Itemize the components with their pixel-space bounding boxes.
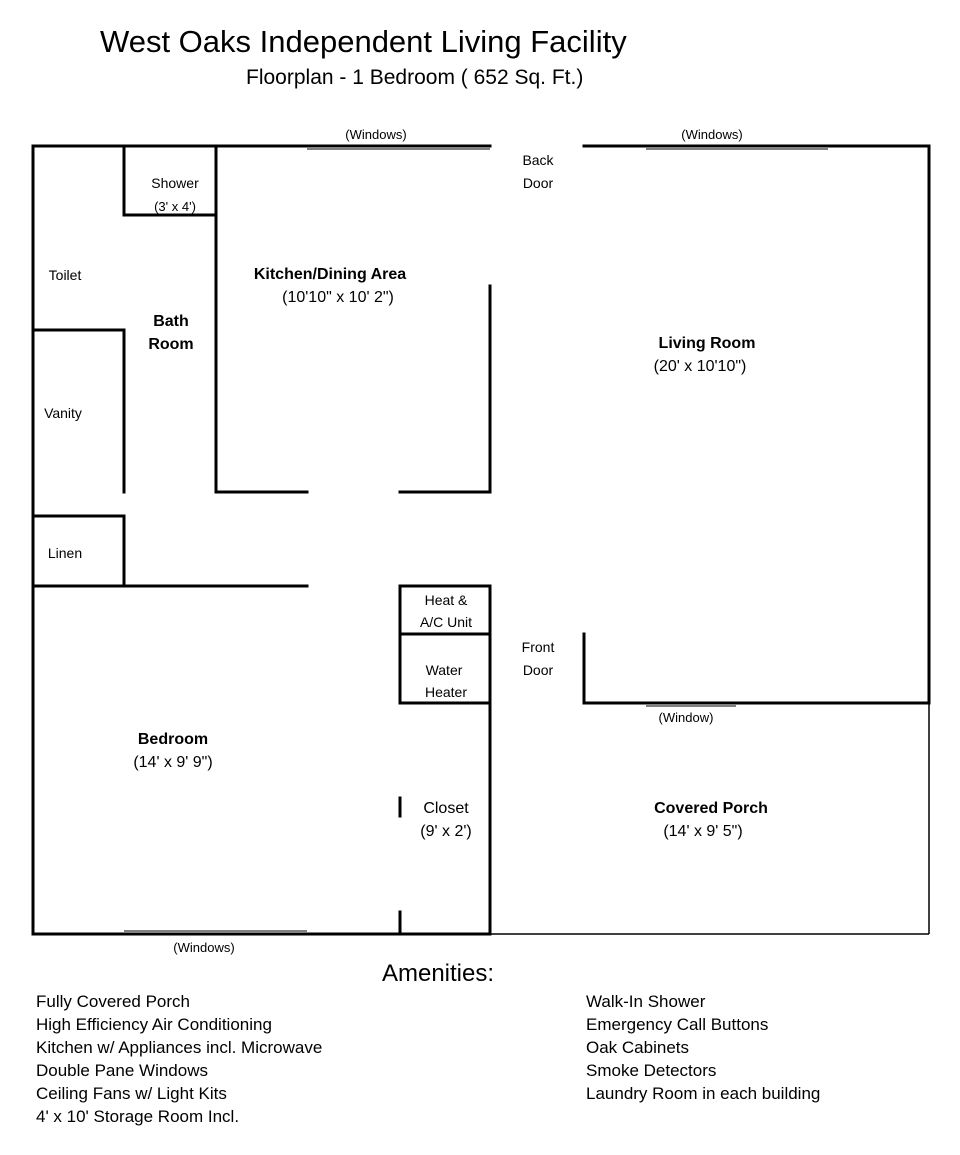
walls xyxy=(33,146,929,934)
back-door-label-line1: Back xyxy=(522,152,554,168)
heat-ac-label-line2: A/C Unit xyxy=(419,614,473,630)
page-title: West Oaks Independent Living Facility xyxy=(100,24,627,59)
closet-label: Closet xyxy=(423,800,469,817)
amenities-list-left xyxy=(36,990,322,1128)
bath-room-label-line1: Bath xyxy=(153,313,189,330)
amenities-list-right xyxy=(586,990,820,1105)
living-room-dims: (20' x 10'10") xyxy=(653,358,747,375)
water-heater-label-line1: Water xyxy=(425,662,463,678)
shower-dims: (3' x 4') xyxy=(154,199,196,214)
list-item: Walk-In Shower xyxy=(586,992,706,1011)
list-item: High Efficiency Air Conditioning xyxy=(36,1015,272,1034)
covered-porch-label: Covered Porch xyxy=(654,800,768,817)
list-item: Emergency Call Buttons xyxy=(586,1015,769,1034)
front-door-label-line2: Door xyxy=(522,662,554,678)
water-heater-label-line2: Heater xyxy=(424,684,468,700)
toilet-label: Toilet xyxy=(48,267,82,283)
bath-room-label-line2: Room xyxy=(148,336,194,353)
list-item: 4' x 10' Storage Room Incl. xyxy=(36,1107,240,1126)
list-item: Double Pane Windows xyxy=(36,1061,208,1080)
kitchen-label: Kitchen/Dining Area xyxy=(253,266,407,283)
list-item: Kitchen w/ Appliances incl. Microwave xyxy=(36,1038,323,1057)
list-item: Laundry Room in each building xyxy=(586,1084,821,1103)
covered-porch-dims: (14' x 9' 5") xyxy=(663,823,743,840)
list-item: Ceiling Fans w/ Light Kits xyxy=(36,1084,227,1103)
front-door-label-line1: Front xyxy=(521,639,555,655)
list-item: Oak Cabinets xyxy=(586,1038,689,1057)
amenities-title: Amenities: xyxy=(381,960,495,987)
list-item: Smoke Detectors xyxy=(586,1061,717,1080)
porch-outline xyxy=(490,703,929,934)
kitchen-dims: (10'10" x 10' 2") xyxy=(282,289,394,306)
heat-ac-label-line1: Heat & xyxy=(424,592,468,608)
window-label-porch: (Window) xyxy=(658,710,714,725)
windows-label-top-left: (Windows) xyxy=(345,127,407,142)
living-room-label: Living Room xyxy=(658,335,756,352)
linen-label: Linen xyxy=(47,545,83,561)
back-door-label-line2: Door xyxy=(522,175,554,191)
shower-label: Shower xyxy=(151,175,199,191)
vanity-label: Vanity xyxy=(44,405,82,421)
page-subtitle: Floorplan - 1 Bedroom ( 652 Sq. Ft.) xyxy=(246,66,584,89)
closet-dims: (9' x 2') xyxy=(420,823,472,840)
bedroom-label: Bedroom xyxy=(137,731,209,748)
windows-label-top-right: (Windows) xyxy=(681,127,743,142)
list-item: Fully Covered Porch xyxy=(36,992,191,1011)
bedroom-dims: (14' x 9' 9") xyxy=(133,754,213,771)
windows-label-bottom: (Windows) xyxy=(173,940,235,955)
